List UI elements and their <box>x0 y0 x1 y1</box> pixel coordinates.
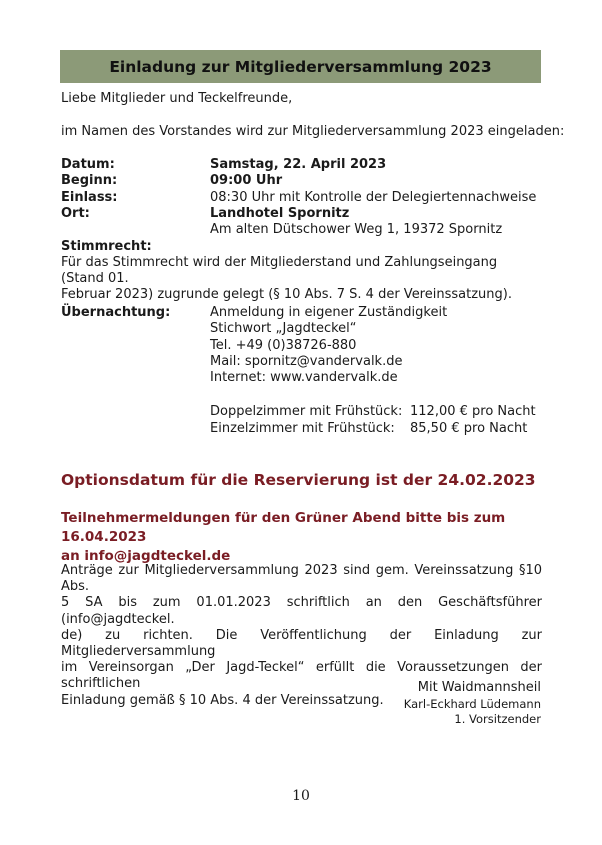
ort-label: Ort: <box>61 206 90 221</box>
uebernachtung-line: Anmeldung in eigener Zuständigkeit <box>210 305 448 320</box>
uebernachtung-line: Tel. +49 (0)38726-880 <box>210 337 357 353</box>
stimmrecht-label: Stimmrecht: <box>61 239 152 254</box>
ort-value: Landhotel Spornitz <box>210 206 350 221</box>
page-title: Einladung zur Mitgliederversammlung 2023 <box>109 57 492 76</box>
stimmrecht-line: Für das Stimmrecht wird der Mitgliederstand und Zahlungseingang (Stand 01. <box>61 255 498 286</box>
antraege-line: Einladung gemäß § 10 Abs. 4 der Vereinssatzung. <box>61 692 384 708</box>
antraege-line: de) zu richten. Die Veröffentlichung der Einladung zur Mitgliederversammlung <box>61 627 542 660</box>
stimmrecht-line: Februar 2023) zugrunde gelegt (§ 10 Abs. 7 S. 4 der Vereinssatzung). <box>61 287 512 302</box>
uebernachtung-label: Übernachtung: <box>61 305 171 320</box>
antraege-line: im Vereinsorgan „Der Jagd-Teckel“ erfüllt die Voraussetzungen der schriftlichen <box>61 660 542 692</box>
einlass-value: 08:30 Uhr mit Kontrolle der Delegiertennachweise <box>210 190 537 205</box>
price-value: 85,50 € pro Nacht <box>410 421 528 436</box>
price-room: Einzelzimmer mit Frühstück: <box>210 421 395 436</box>
uebernachtung-line: Mail: spornitz@vandervalk.de <box>210 353 403 369</box>
signature-role: 1. Vorsitzender <box>454 712 541 726</box>
signature-name: Karl-Eckhard Lüdemann <box>403 697 541 711</box>
antraege-line: Anträge zur Mitgliederversammlung 2023 sind gem. Vereinssatzung §10 Abs. <box>61 563 542 595</box>
price-room: Doppelzimmer mit Frühstück: <box>210 404 403 419</box>
title-banner <box>60 50 541 83</box>
antraege-line: 5 SA bis zum 01.01.2023 schriftlich an den Geschäftsführer (info@jagdteckel. <box>61 595 542 627</box>
intro-text: im Namen des Vorstandes wird zur Mitgliederversammlung 2023 eingeladen: <box>61 124 565 139</box>
page-number: 10 <box>292 788 310 804</box>
greeting: Liebe Mitglieder und Teckelfreunde, <box>61 91 293 106</box>
uebernachtung-line: Stichwort „Jagdteckel“ <box>210 321 357 337</box>
price-value: 112,00 € pro Nacht <box>410 404 536 419</box>
beginn-value: 09:00 Uhr <box>210 173 283 188</box>
datum-value: Samstag, 22. April 2023 <box>210 157 387 172</box>
uebernachtung-line: Internet: www.vandervalk.de <box>210 370 398 386</box>
uebernachtung-details <box>210 305 447 386</box>
ort-address: Am alten Dütschower Weg 1, 19372 Spornitz <box>210 222 503 237</box>
option-heading: Optionsdatum für die Reservierung ist der 24.02.2023 <box>61 471 536 489</box>
teilnehmer-note <box>61 509 551 566</box>
datum-label: Datum: <box>61 157 115 172</box>
signature-closing: Mit Waidmannsheil <box>417 680 541 695</box>
teilnehmer-line: Teilnehmermeldungen für den Grüner Abend bitte bis zum 16.04.2023 <box>61 510 506 545</box>
einlass-label: Einlass: <box>61 190 118 205</box>
beginn-label: Beginn: <box>61 173 118 188</box>
stimmrecht-section <box>61 239 542 303</box>
teilnehmer-line: an info@jagdteckel.de <box>61 548 231 564</box>
